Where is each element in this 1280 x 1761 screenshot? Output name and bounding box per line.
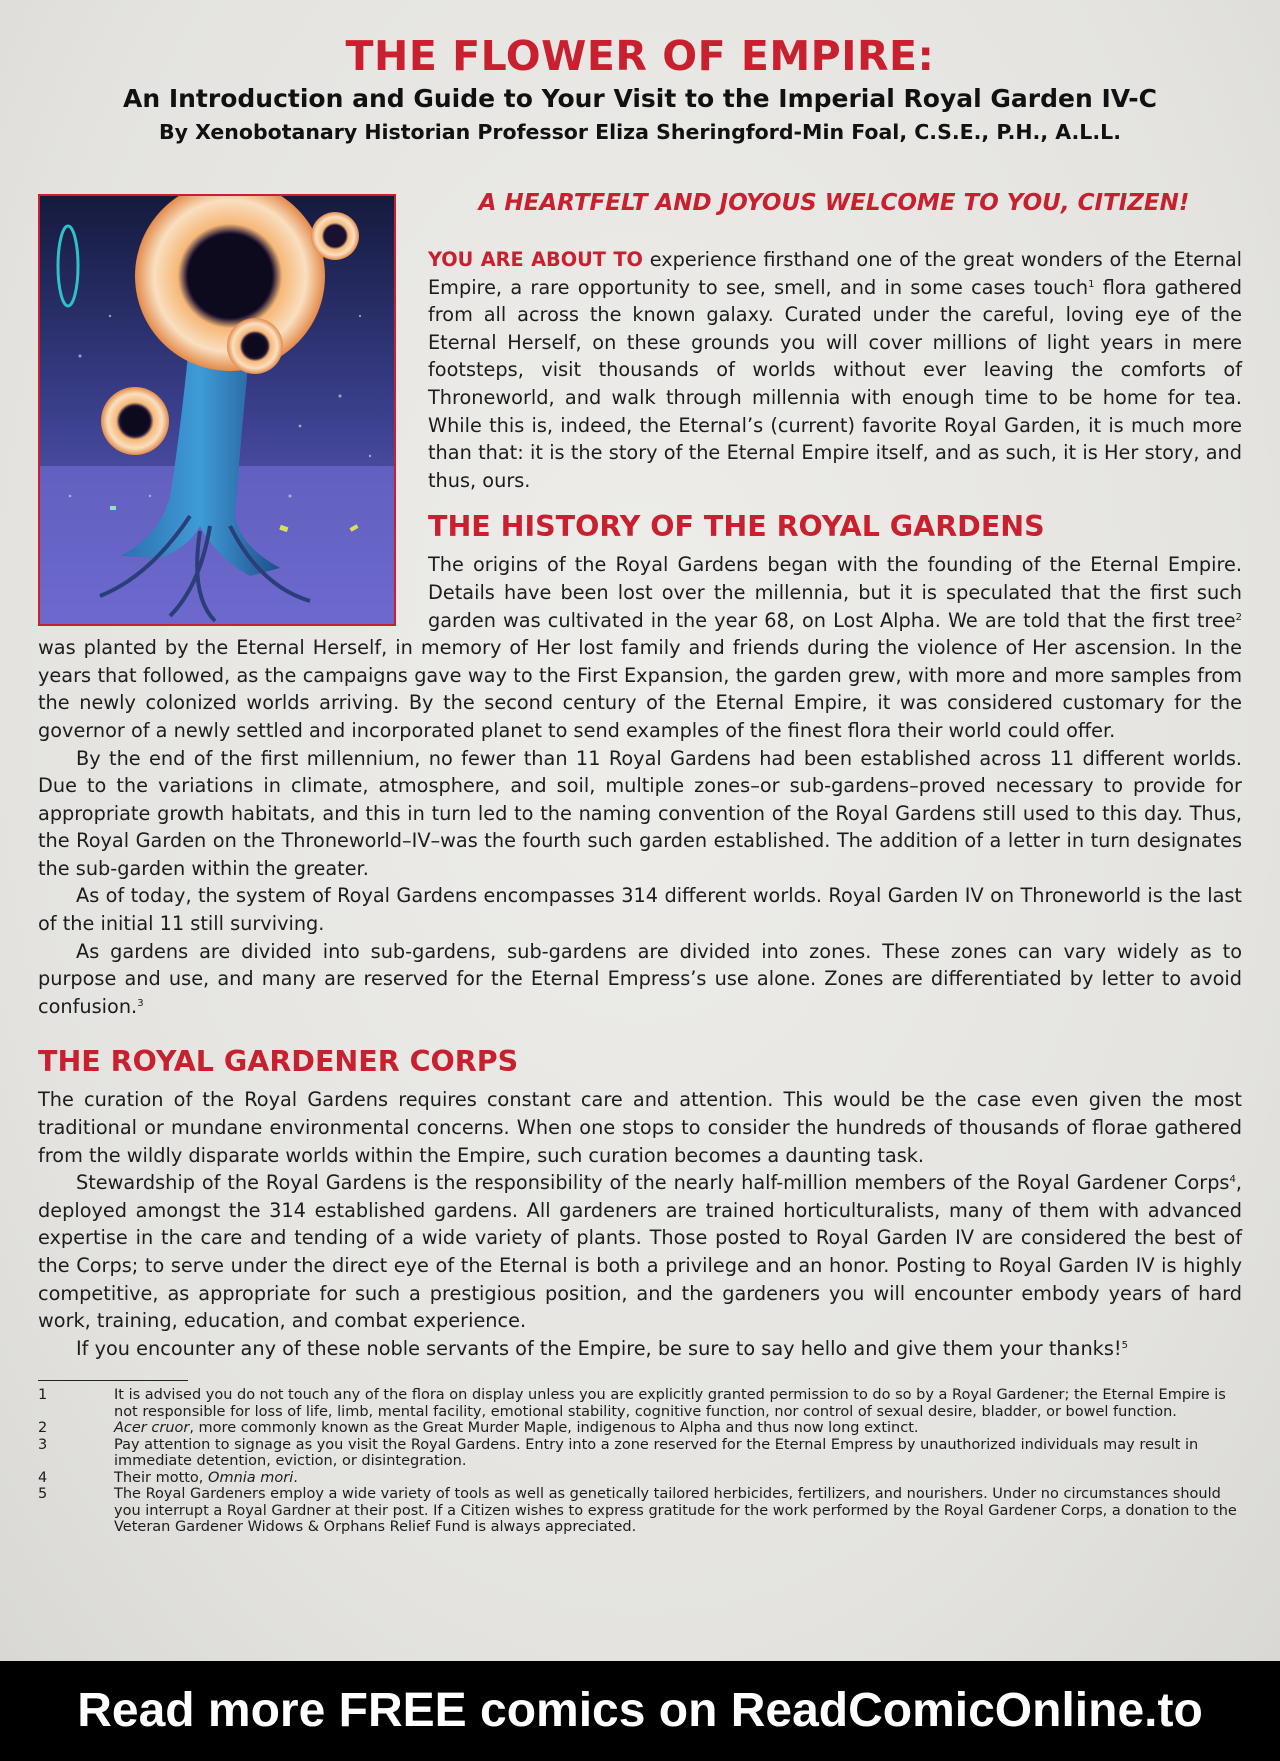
footnote-ref: 2: [1235, 611, 1242, 623]
footnote-item: 4 Their motto, Omnia mori.: [38, 1469, 298, 1486]
section-heading-history: THE HISTORY OF THE ROYAL GARDENS: [428, 510, 1045, 544]
footnote-item: 3 Pay attention to signage as you visit the Royal Gardens. Entry into a zone reserved for the Eternal Empress by unauthorized individuals may result in immediate detention, eviction, or disintegration.: [38, 1436, 1199, 1470]
author-byline: By Xenobotanary Historian Professor Eliza Sheringford-Min Foal, C.S.E., P.H., A.L.L.: [158, 120, 1121, 144]
promo-banner: Read more FREE comics on ReadComicOnline.to: [0, 1661, 1280, 1761]
footnote-item: 5 The Royal Gardeners employ a wide variety of tools as well as genetically tailored herbicides, fertilizers, and nourishers. Under no circumstances should you interrupt a Royal Gardner at their post. If a Citizen wishes to express gratitude for the work performed by the Royal Gardener Corps, a donation to the Veteran Gardener Widows & Orphans Relief Fund is always appreciated.: [38, 1486, 1237, 1536]
corps-paragraph: Stewardship of the Royal Gardens is the responsibility of the nearly half-million members of the Royal Gardener Corps$^4$, deployed amongst the 314 established gardens. All gardeners are trained horticulturalists, many of them with advanced expertise in the care and tending of a wide variety of plants. Those posted to Royal Garden IV are considered the best of the Corps; to serve under the direct eye of the Eternal is both a privilege and an honor. Posting to Royal Garden IV is highly competitive, as appropriate for such a prestigious position, and the gardeners you will encounter embody years of hard work, training, education, and combat experience.: [38, 1171, 1242, 1333]
history-paragraph: By the end of the first millennium, no fewer than 11 Royal Gardens had been established across 11 different worlds. Due to the variations in climate, atmosphere, and soil, multiple zones–or sub-gardens–proved necessary to provide for appropriate growth habitats, and this in turn led to the naming convention of the Royal Gardens still used to this day. Thus, the Royal Garden on the Throneworld–IV–was the fourth such garden established. The addition of a letter in turn designates the sub-garden within the greater.: [38, 746, 1242, 880]
article-body: [38, 246, 1242, 1536]
history-paragraph: The origins of the Royal Gardens began with the founding of the Eternal Empire. Details have been lost over the millennia, but it is speculated that the first such garden was cultivated in the year 68, on Lost Alpha. We are told that the first tree$^2$ was planted by the Eternal Herself, in memory of Her lost family and friends during the violence of Her ascension. In the years that followed, as the campaigns gave way to the First Expansion, the garden grew, with more and more samples from the newly colonized worlds arriving. By the second century of the Eternal Empire, it was considered customary for the governor of a newly settled and incorporated planet to send examples of the finest flora their world could offer.: [38, 553, 1242, 742]
footnotes: [38, 1387, 1242, 1536]
footnote-ref: 5: [1121, 1339, 1128, 1351]
footnote-ref: 4: [1229, 1174, 1236, 1186]
welcome-heading: A HEARTFELT AND JOYOUS WELCOME TO YOU, CITIZEN!: [478, 190, 1190, 216]
footnote-divider: [38, 1380, 188, 1381]
corps-paragraph: The curation of the Royal Gardens requires constant care and attention. This would be the case even given the most traditional or mundane environmental concerns. When one stops to consider the hundreds of thousands of florae gathered from the wildly disparate worlds within the Empire, such curation becomes a daunting task.: [38, 1088, 1242, 1167]
intro-paragraph: YOU ARE ABOUT TO experience firsthand one of the great wonders of the Eternal Empire, a rare opportunity to see, smell, and in some cases touch$^1$ flora gathered from all across the known galaxy. Curated under the careful, loving eye of the Eternal Herself, on these grounds you will cover millions of light years in mere footsteps, visit thousands of worlds without ever leaving the comforts of Throneworld, and walk through millennia with enough time to be home for tea. While this is, indeed, the Eternal’s (current) favorite Royal Garden, it is much more than that: it is the story of the Eternal Empire itself, and as such, it is Her story, and thus, ours.: [428, 248, 1242, 492]
intro-lead: YOU ARE ABOUT TO: [428, 248, 643, 271]
history-paragraph: As gardens are divided into sub-gardens, sub-gardens are divided into zones. These zones can vary widely as to purpose and use, and many are reserved for the Eternal Empress’s use alone. Zones are differentiated by letter to avoid confusion.$^3$: [38, 939, 1242, 1018]
footnote-ref: 1: [1088, 278, 1095, 290]
page-title: THE FLOWER OF EMPIRE:: [345, 32, 935, 80]
corps-paragraph: If you encounter any of these noble servants of the Empire, be sure to say hello and give them your thanks!$^5$: [76, 1336, 1128, 1360]
page-subtitle: An Introduction and Guide to Your Visit to the Imperial Royal Garden IV-C: [122, 84, 1158, 113]
section-heading-corps: THE ROYAL GARDENER CORPS: [38, 1045, 519, 1079]
footnote-item: 1 It is advised you do not touch any of the flora on display unless you are explicitly granted permission to do so by a Royal Gardener; the Eternal Empire is not responsible for loss of life, limb, mental facility, emotional stability, cognitive function, nor control of sexual desire, bladder, or bowel function.: [38, 1387, 1226, 1420]
history-paragraph: As of today, the system of Royal Gardens encompasses 314 different worlds. Royal Garden IV on Throneworld is the last of the initial 11 still surviving.: [38, 884, 1242, 936]
footnote-ref: 3: [137, 997, 144, 1009]
footnote-item: 2 Acer cruor, more commonly known as the Great Murder Maple, indigenous to Alpha and thus now long extinct.: [38, 1420, 919, 1437]
